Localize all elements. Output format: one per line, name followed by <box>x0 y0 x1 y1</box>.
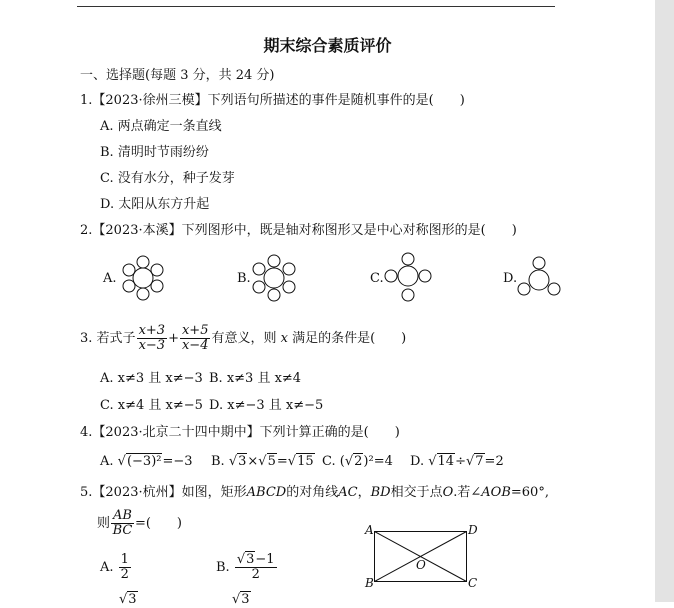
q2-option-c-figure[interactable] <box>383 252 433 304</box>
q4-option-d[interactable]: D. √14÷√7=2 <box>410 454 504 469</box>
q1-option-d[interactable]: D. 太阳从东方升起 <box>100 197 210 212</box>
question-2-number: 2. <box>80 223 93 238</box>
viewer-gutter <box>655 0 674 602</box>
question-1-source: 【2023·徐州三模】 <box>92 93 208 108</box>
q3-fraction-2: $\frac{x+5}{x-4}$ <box>181 323 209 353</box>
question-2 <box>80 223 517 239</box>
question-1 <box>80 93 465 109</box>
q2-option-a-figure[interactable] <box>117 254 169 302</box>
q1-option-c[interactable]: C. 没有水分，种子发芽 <box>100 171 235 186</box>
page-title: 期末综合素质评价 <box>263 36 392 55</box>
q4-option-b[interactable]: B. √3×√5=√15 <box>211 454 314 469</box>
question-4: 4.【2023·北京二十四中期中】下列计算正确的是( ) <box>80 425 400 440</box>
question-1-number: 1. <box>80 93 93 108</box>
question-4-source: 【2023·北京二十四中期中】 <box>92 425 260 440</box>
question-1-stem: 下列语句所描述的事件是随机事件的是( ) <box>207 93 465 108</box>
q3-option-b[interactable]: B. x≠3 且 x≠4 <box>209 371 302 386</box>
question-5-source: 【2023·杭州】 <box>92 485 182 500</box>
q3-fraction-1: $\frac{x+3}{x-3}$ <box>138 323 166 353</box>
question-5-line-2: 则 $\frac{AB}{BC}$ =( ) <box>97 508 183 538</box>
q5-option-d-partial: √3 <box>232 592 250 607</box>
vertex-label-b: B <box>365 576 374 590</box>
q1-option-a[interactable]: A. 两点确定一条直线 <box>100 119 222 134</box>
question-2-source: 【2023·本溪】 <box>92 223 182 238</box>
q4-option-a[interactable]: A. √(−3)²=−3 <box>100 454 193 469</box>
rectangle-figure <box>374 531 468 583</box>
q2-option-b-letter[interactable]: B. <box>237 271 251 286</box>
top-rule <box>77 6 555 7</box>
question-2-stem: 下列图形中，既是轴对称图形又是中心对称图形的是( ) <box>181 223 517 238</box>
q2-option-d-figure[interactable] <box>514 255 564 301</box>
q3-option-c[interactable]: C. x≠4 且 x≠−5 <box>100 398 203 413</box>
q5-option-b[interactable]: B. $\frac{√3-1}{2}$ <box>216 552 275 582</box>
q2-option-a-letter[interactable]: A. <box>103 271 117 286</box>
q5-option-c-partial: √3 <box>119 592 137 607</box>
q2-option-d-letter[interactable]: D. <box>503 271 518 286</box>
section-heading: 一、选择题(每题 3 分，共 24 分) <box>80 68 275 83</box>
q1-option-b[interactable]: B. 清明时节雨纷纷 <box>100 145 209 160</box>
vertex-label-d: D <box>468 523 478 537</box>
q2-option-b-figure[interactable] <box>250 254 298 302</box>
q2-option-c-letter[interactable]: C. <box>370 271 384 286</box>
q4-option-c[interactable]: C. (√2)²=4 <box>322 454 393 469</box>
q5-option-a[interactable]: A. $\frac{1}{2}$ <box>100 552 129 582</box>
q3-option-d[interactable]: D. x≠−3 且 x≠−5 <box>209 398 324 413</box>
q3-option-a[interactable]: A. x≠3 且 x≠−3 <box>100 371 203 386</box>
vertex-label-a: A <box>365 523 374 537</box>
question-3: 3. 若式子 $\frac{x+3}{x-3}$ + $\frac{x+5}{x-4}$ 有意义，则 x 满足的条件是( ) <box>80 323 407 353</box>
question-5: 5.【2023·杭州】如图，矩形ABCD的对角线AC，BD相交于点O.若∠AOB=60°, <box>80 485 549 500</box>
vertex-label-c: C <box>468 576 478 590</box>
center-label-o: O <box>416 558 426 572</box>
q5-ratio: $\frac{AB}{BC}$ <box>112 508 133 538</box>
